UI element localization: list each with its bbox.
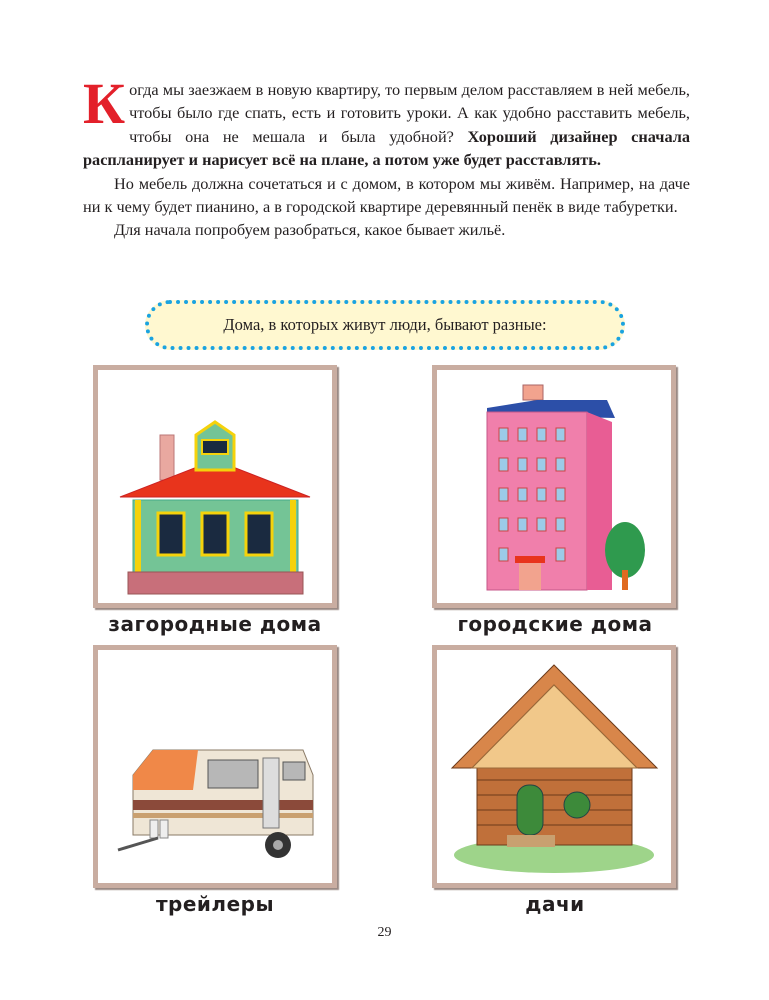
- paragraph-2: Но мебель должна сочетаться и с домом, в котором мы живём. Например, на даче ни к чему будет пианино, а в городской квартире деревянный пенёк в виде табуретки.: [83, 173, 690, 217]
- callout-box: [145, 300, 625, 350]
- trailer-image: [93, 645, 337, 888]
- card-label-country-houses: загородные дома: [108, 612, 322, 636]
- apartment-building-illustration: [437, 370, 671, 603]
- paragraph-1-bold: Хороший дизайнер сначала распланирует и нарисует всё на плане, а потом уже будет расставлять.: [83, 126, 690, 170]
- drop-cap: К: [83, 71, 126, 136]
- card-label-dachas: дачи: [525, 892, 585, 916]
- page-number: 29: [377, 925, 392, 940]
- country-house-illustration: [98, 370, 332, 603]
- log-cabin-illustration: [437, 650, 671, 883]
- callout-text: Дома, в которых живут люди, бывают разные:: [223, 315, 547, 334]
- paragraph-1: огда мы заезжаем в новую квартиру, то первым делом расставляем в ней мебель, чтобы было где спать, есть и готовить уроки. А как удобно расставить мебель, чтобы она не мешала и была удобной?: [129, 80, 690, 146]
- log-cabin-image: [432, 645, 676, 888]
- paragraph-3: Для начала попробуем разобраться, какое бывает жильё.: [114, 220, 506, 240]
- card-label-city-houses: городские дома: [457, 612, 653, 636]
- body-text: [83, 71, 690, 242]
- apartment-building-image: [432, 365, 676, 608]
- card-label-trailers: трейлеры: [155, 892, 275, 916]
- country-house-image: [93, 365, 337, 608]
- trailer-illustration: [98, 650, 332, 883]
